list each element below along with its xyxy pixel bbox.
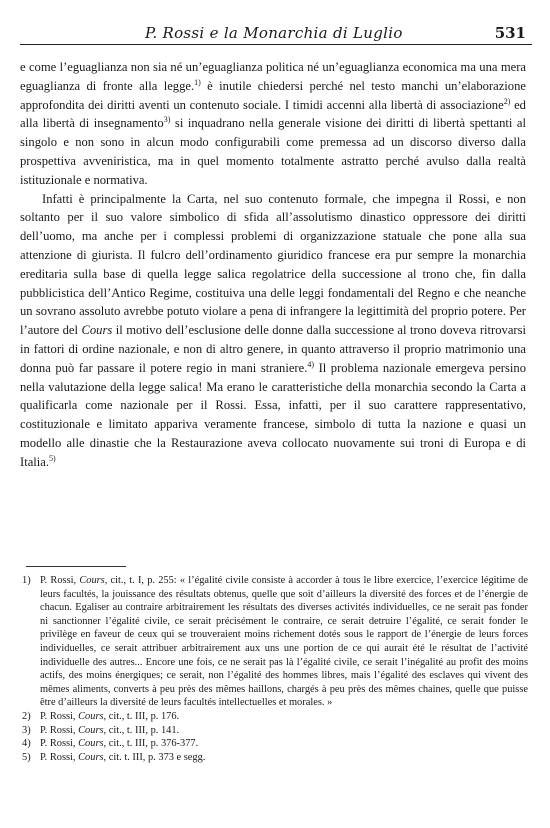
footnote-number: 3): [22, 724, 31, 736]
footnote-separator: [26, 566, 126, 567]
footnote-number: 5): [22, 751, 31, 763]
footnote-5: [22, 751, 528, 765]
paragraph-1-text-d: si inquadrano nella generale visione dei diritti di libertà spettanti al singolo e non sono in alcun modo configurabili come premessa ad un discorso diverso dalla prospettiva avveniristica, ma in quel momento totalmente astratto perché avulso dalla realtà istituzionale e normativa.: [20, 116, 526, 187]
footnote-text: , cit., t. I, p. 255: « l’égalité civile consiste à accorder à tous le libre exercice, l’exercice légitime de leurs facultés, la jouissance des résultats obtenus, quelle que soit d’ailleurs la diversité des forces et de l’énergie de chacun. Egaliser au contraire arbitrairement les résultats des diverses activités individuelles, ce ne serait pas fonder ni sanctionner l’égalité civile, ce serait précisément le contraire, ce serait detruire l’égalité, ce serait fonder le privilège en faveur de ceux qui se trouveraient moins richement dotés sous le rapport de l’énergie de leurs forces individuelles, ce serait attribuer arbitrairement aux uns une portion de ce qui aurait été le résultat de l’activité individuelle des autres... Encore une fois, ce ne serait pas là l’égalité civile, ce serait l’inégalité au profit des moins actifs, des moins énergiques; ce serait, non l’égalité des hommes libres, mais l’égalité des esclaves qui vivent des mêmes aliments, converts à peu près des mêmes haillons, chargés à peu près des mêmes chaines, quelle que puisse être d’ailleurs la diversité de leurs facultés intellectuelles et morales. »: [40, 575, 528, 709]
footnote-author: P. Rossi,: [40, 575, 80, 586]
paragraph-2-cours-title: Cours: [81, 323, 113, 338]
footnote-ref-3: 3): [163, 115, 171, 125]
footnote-author: P. Rossi,: [40, 724, 79, 736]
footnote-work-title: Cours: [79, 575, 105, 586]
footnote-text: , cit. t. III, p. 373 e segg.: [103, 751, 206, 763]
footnote-3: [22, 724, 528, 738]
footnote-text: , cit., t. III, p. 176.: [103, 710, 180, 722]
footnote-work-title: Cours: [78, 751, 104, 763]
footnotes: [22, 574, 528, 764]
footnote-author: P. Rossi,: [40, 751, 79, 763]
book-page: [20, 0, 532, 828]
footnote-4: [22, 737, 528, 751]
footnote-2: [22, 710, 528, 724]
footnote-text: , cit., t. III, p. 141.: [103, 724, 180, 736]
footnote-ref-1: 1): [194, 77, 201, 87]
footnote-ref-4: 4): [307, 359, 315, 369]
footnote-author: P. Rossi,: [40, 710, 79, 722]
footnote-work-title: Cours: [78, 724, 104, 736]
footnote-number: 2): [22, 710, 31, 722]
footnote-work-title: Cours: [78, 738, 104, 750]
paragraph-1-text-b: è inutile chiedersi perché nel testo manchi un’elaborazione approfondita dei diritti aventi un contenuto sociale. I timidi accenni alla libertà di associazione: [20, 78, 526, 112]
paragraph-2: [20, 190, 526, 472]
main-text: [20, 58, 526, 472]
paragraph-1-text-c: ed alla libertà di insegnamento: [20, 97, 526, 131]
footnote-text: , cit., t. III, p. 376-377.: [103, 738, 199, 750]
paragraph-1: [20, 58, 526, 190]
footnote-number: 1): [22, 575, 31, 586]
footnote-number: 4): [22, 738, 31, 750]
page-header: [20, 22, 532, 45]
paragraph-2-text-c: Il problema nazionale emergeva persino nella valutazione della legge salica! Ma erano le caratteristiche della monarchia secondo la Carta a qualificarla come nazionale per il Rossi. Essa, infatti, per il suo carattere rappresentativo, costituzionale e limitato appariva veramente francese, simbolo di tutta la nazione e quasi un modello alle dinastie che la Restaurazione aveva collocato nuovamente sui troni di Europa e di Italia.: [20, 360, 526, 469]
footnote-author: P. Rossi,: [40, 738, 79, 750]
footnote-1: [22, 574, 528, 710]
footnote-ref-5: 5): [49, 453, 56, 463]
paragraph-1-text-a: e come l’eguaglianza non sia né un’eguaglianza politica né un’eguaglianza economica ma una mera eguaglianza di fronte alla legge.: [20, 60, 526, 93]
paragraph-2-text-a: Infatti è principalmente la Carta, nel suo contenuto formale, che impegna il Rossi, e non soltanto per il suo valore simbolico di sfida all’assolutismo dinastico oppressore dei diritti dell’uomo, ma anche per i complessi problemi di organizzazione statuale che pone alla sua attenzione di giurista. Il fulcro dell’ordinamento giuridico francese era pur sempre la monarchia ereditaria sulla base di quella legge salica regolatrice della successione al trono che, fin dalla pubblicistica dell’Antico Regime, costituiva una delle leggi fondamentali del Regno e che neanche un sovrano assoluto avrebbe potuto violare a pena di infrangere la legittimità del proprio potere. Per l’autore del: [20, 191, 526, 338]
footnote-work-title: Cours: [78, 710, 104, 722]
page-number: 531: [494, 24, 526, 42]
running-title: P. Rossi e la Monarchia di Luglio: [145, 24, 403, 42]
footnote-ref-2: 2): [503, 96, 511, 106]
paragraph-2-text-b: il motivo dell’esclusione delle donne dalla successione al trono doveva ritrovarsi in fattori di ordine nazionale, e non di altro genere, in quanto attraverso il proprio matrimonio una donna può far passare il potere regio in mani straniere.: [20, 323, 527, 375]
